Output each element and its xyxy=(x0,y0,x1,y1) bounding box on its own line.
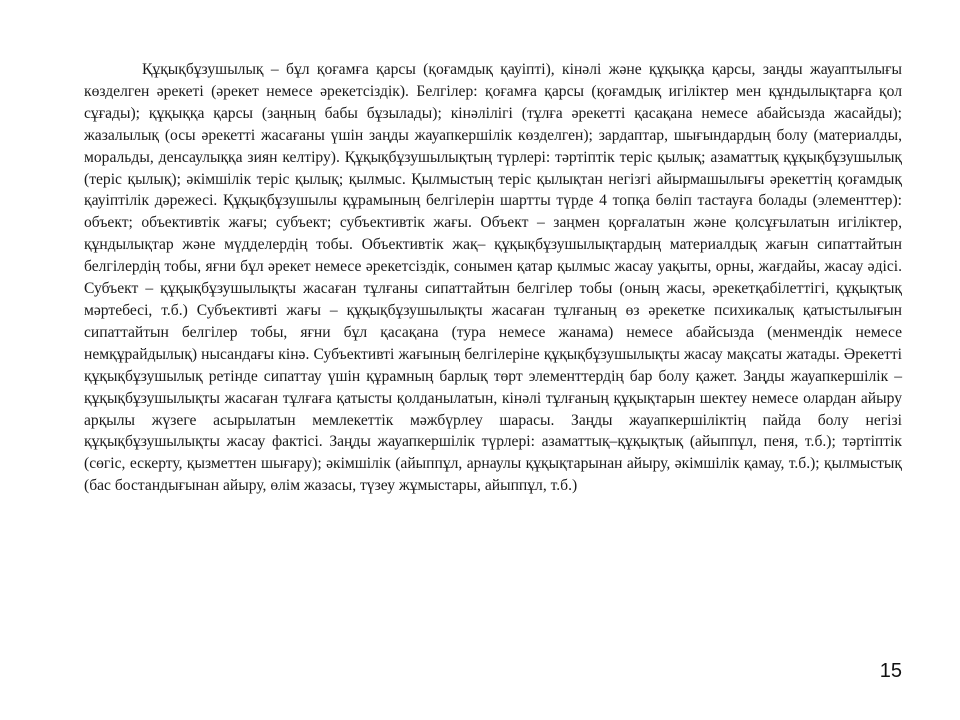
body-paragraph: Құқықбұзушылық – бұл қоғамға қарсы (қоғамдық қауіпті), кінәлі және құқыққа қарсы, заңды жауаптылығы көзделген әрекеті (әрекет немесе әрекетсіздік). Белгілер: қоғамға қарсы (қоғамдық игіліктер мен құндылықтарға қол сұғады); құқыққа қарсы (заңның бабы бұзылады); кінәлілігі (тұлға әрекетті қасақана немесе абайсызда жасайды); жазалылық (осы әрекетті жасағаны үшін заңды жауапкершілік көзделген); зардаптар, шығындардың болу (материалды, моральды, денсаулыққа зиян келтіру). Құқықбұзушылықтың түрлері: тәртіптік теріс қылық; азаматтық құқықбұзушылық (теріс қылық); әкімшілік теріс қылық; қылмыс. Қылмыстың теріс қылықтан негізгі айырмашылығы әрекеттің қоғамдық қауіптілік дәрежесі. Құқықбұзушылы құрамының белгілерін шартты түрде 4 топқа бөліп тастауға болады (элементтер): объект; объективтік жағы; субъект; субъективтік жағы. Объект – заңмен қорғалатын және қолсұғылатын игіліктер, құндылықтар және мүдделердің тобы. Объективтік жақ– құқықбұзушылықтардың материалдық жағын сипаттайтын белгілердің тобы, яғни бұл әрекет немесе әрекетсіздік, сонымен қатар қылмыс жасау уақыты, орны, жағдайы, жасау әдісі. Субъект – құқықбұзушылықты жасаған тұлғаны сипаттайтын белгілер тобы (оның жасы, әрекетқабілеттігі, құқықтық мәртебесі, т.б.) Субъективті жағы – құқықбұзушылықты жасаған тұлғаның өз әрекетке психикалық қатыстылығын сипаттайтын белгілер тобы, яғни бұл қасақана (тура немесе жанама) немесе абайсызда (менмендік немесе немқұрайдылық) нысандағы кінә. Субъективті жағының белгілеріне құқықбұзушылықты жасау мақсаты жатады. Әрекетті құқықбұзушылық ретінде сипаттау үшін құрамның барлық төрт элементтердің бар болу қажет. Заңды жауапкершілік – құқықбұзушылықты жасаған тұлғаға қатысты қолданылатын, кінәлі тұлғаның құқықтарын шектеу немесе олардан айыру арқылы жүзеге асырылатын мемлекеттік мәжбүрлеу шарасы. Заңды жауапкершіліктің пайда болу негізі құқықбұзушылықты жасау фактісі. Заңды жауапкершілік түрлері: азаматтық–құқықтық (айыппұл, пеня, т.б.); тәртіптік (сөгіс, ескерту, қызметтен шығару); әкімшілік (айыппұл, арнаулы құқықтарынан айыру, әкімшілік қамау, т.б.); қылмыстық (бас бостандығынан айыру, өлім жазасы, түзеу жұмыстары, айыппұл, т.б.) xyxy=(84,61,902,495)
page-number: 15 xyxy=(879,660,902,682)
